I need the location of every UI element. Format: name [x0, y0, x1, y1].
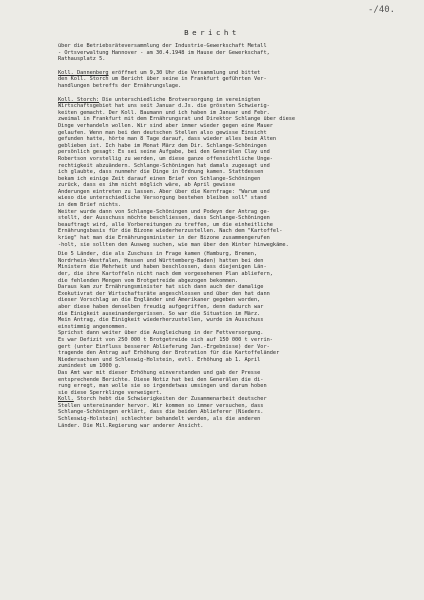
text-line: handlungen betreffs der Ernährungslage. — [58, 82, 182, 89]
paragraph-cooperation — [58, 396, 398, 429]
text-line: Exekutivrat der Wirtschaftsräte angeschlossen und über den hat dann — [58, 290, 270, 297]
text-line: Sprichst dann weiter über die Ausgleichung in der Fettversorgung. — [58, 330, 264, 337]
text-line: Wirtschaftsgebiet hat uns seit Januar d.Js. die grössten Schwierig- — [58, 103, 270, 110]
text-line: die fehlenden Mengen vom Brotgetreide abgezogen bekommen. — [58, 277, 239, 284]
speaker-name: Koll. Storch: — [58, 96, 100, 103]
text-line: Ernährungsbasis für die Bizone wiederherzustellen. Nach dem "Kartoffel- — [58, 228, 283, 235]
paragraph-storch-report — [58, 97, 398, 249]
text-line: Robertson vorstellig zu werden, um diese ganze offensichtliche Unge- — [58, 155, 273, 162]
text-line: dieser Vorschlag an die Engländer und Amerikaner gegeben worden, — [58, 297, 261, 304]
header-block — [58, 43, 398, 63]
text-line: wieso die unterschiedliche Versorgung bestehen bleiben soll" stand — [58, 195, 267, 202]
text-line: sie diese Sperrklinge verweigert. — [58, 389, 163, 396]
text-line: bekam ich einige Zeit darauf einen Brief von Schlange-Schöningen — [58, 175, 261, 182]
text-line: geblieben ist. Ich habe im Monat März dem Dir. Schlange-Schöningen — [58, 142, 267, 149]
text-line: Die 5 Länder, die als Zuschuss in Frage kamen (Hamburg, Bremen, — [58, 251, 258, 258]
text-line: aber diese haben denselben freudig aufgegriffen, denn dadurch war — [58, 303, 264, 310]
text-line: Länder. Die Mil.Regierung war anderer Ansicht. — [58, 422, 204, 429]
text-line: stellt, der Ausschuss möchte beschliessen, dass Schlange-Schöningen — [58, 215, 270, 222]
text-line: tragende den Antrag auf Erhöhung der Brotration für die Kartoffeländer — [58, 350, 280, 357]
text-line: den Koll. Storch um Bericht über seine in Frankfurt geführten Ver- — [58, 76, 267, 83]
text-line: Daraus kam zur Ernährungsminister hat sich dann auch der damalige — [58, 284, 264, 291]
text-line: krieg" hat man die Ernährungsminister in der Bizone zusammengerufen — [58, 235, 270, 242]
text-line: gefunden hatte, hörte man 8 Tage darauf, dass wieder alles beim Alten — [58, 136, 277, 143]
text-line: persönlich gesagt: Es sei seine Aufgabe, bei den Generälen Clay und — [58, 149, 270, 156]
paragraph-opening — [58, 70, 398, 90]
text-line: Die unterschiedliche Brotversorgung im vereinigten — [99, 96, 261, 103]
text-line: Schlange-Schöningen erklärt, dass die beiden Ablieferer (Nieders. — [58, 409, 264, 416]
speaker-name: Koll. — [58, 396, 74, 403]
text-line: Mein Antrag, die Einigkeit wiederherzustellen, wurde im Ausschuss — [58, 317, 264, 324]
text-line: gert (unter Einfluss besserer Ablieferung Jan.-Ergebnisse) der Vor- — [58, 343, 270, 350]
text-line: gelaufen. Wenn man bei den deutschen Stellen also gewisse Einsicht — [58, 129, 267, 136]
text-line: zumindest um 1000 g. — [58, 363, 122, 370]
paragraph-amt — [58, 370, 398, 396]
document-body — [58, 43, 398, 429]
text-line: in dem Brief nichts. — [58, 202, 122, 209]
speaker-name: Koll. Dannenberg — [58, 69, 109, 76]
text-line: Weiter wurde dann von Schlange-Schöningen und Podeyn der Antrag ge- — [58, 208, 270, 215]
text-line: Schleswig-Holstein) schlechter behandelt werden, als die anderen — [58, 416, 261, 423]
text-line: keiten gemacht. Der Koll. Baumann und ich haben im Januar und Febr. — [58, 109, 270, 116]
text-line: -holt, sie sollten den Ausweg suchen, wie man über den Winter hinwegkäme. — [58, 241, 289, 248]
page-number: -/40. — [368, 5, 396, 15]
text-line: Niedersachsen und Schleswig-Holstein, evtl. Erhöhung ab 1. April — [58, 356, 261, 363]
text-line: Storch hebt die Schwierigkeiten der Zusammenarbeit deutscher — [73, 396, 267, 403]
text-line: der, die ihre Kartoffeln nicht nach dem vorgesehenen Plan abliefern, — [58, 271, 273, 277]
header-line: Rathausplatz 5. — [58, 56, 106, 63]
text-line: entsprechende Berichte. Diese Notiz hat bei den Generälen die di- — [58, 376, 264, 383]
document-title: Bericht — [184, 28, 240, 37]
text-line: Es war Defizit von 250 000 t Brotgetreide sich auf 150 000 t verrin- — [58, 336, 273, 343]
text-line: beauftragt wird, alle Vorbereitungen zu treffen, um die einheitliche — [58, 221, 273, 228]
header-line: - Ortsverwaltung Hannover - am 30.4.1948 im Hause der Gewerkschaft, — [58, 49, 270, 56]
text-line: rechtigkeit abzuändern. Schlange-Schöningen hat damals zugesagt und — [58, 162, 270, 169]
text-line: zurück, dass es ihm nicht möglich wäre, ab April gewisse — [58, 182, 236, 189]
text-line: die Einigkeit auseinandergerissen. So war die Situation im März. — [58, 310, 261, 317]
text-line: zweimal in Frankfurt mit dem Ernährungsrat und Direktor Schlange über diese — [58, 116, 296, 123]
text-line: Nordrhein-Westfalen, Hessen und Württemberg-Baden) hatten bei den — [58, 257, 264, 264]
text-line: ich glaubte, dass nunmehr die Dinge in Ordnung kamen. Stattdessen — [58, 169, 264, 176]
text-line: Dinge verhandeln wollen. Wir sind aber immer wieder gegen eine Mauer — [58, 122, 273, 129]
text-line: Änderungen eintreten zu lassen. Aber über die Kernfrage: "Warum und — [58, 188, 270, 195]
text-line: Das Amt war mit dieser Erhöhung einverstanden und gab der Presse — [58, 369, 261, 376]
text-line: einstimmig angenommen. — [58, 323, 128, 330]
paragraph-five-laender — [58, 251, 398, 370]
text-line: Stellen untereinander hervor. Wir kommen so immer versuchen, dass — [58, 402, 264, 409]
header-line: über die Betriebsräteversammlung der Industrie-Gewerkschaft Metall — [58, 43, 267, 49]
text-line: eröffnet um 9,30 Uhr die Versammlung und bittet — [108, 69, 261, 76]
text-line: rung erregt, man wolle sie so irgendetwas umsingen und darum hoben — [58, 383, 267, 390]
text-line: Ministern die Mehrheit und haben beschlossen, dass diejenigen Län- — [58, 264, 267, 271]
